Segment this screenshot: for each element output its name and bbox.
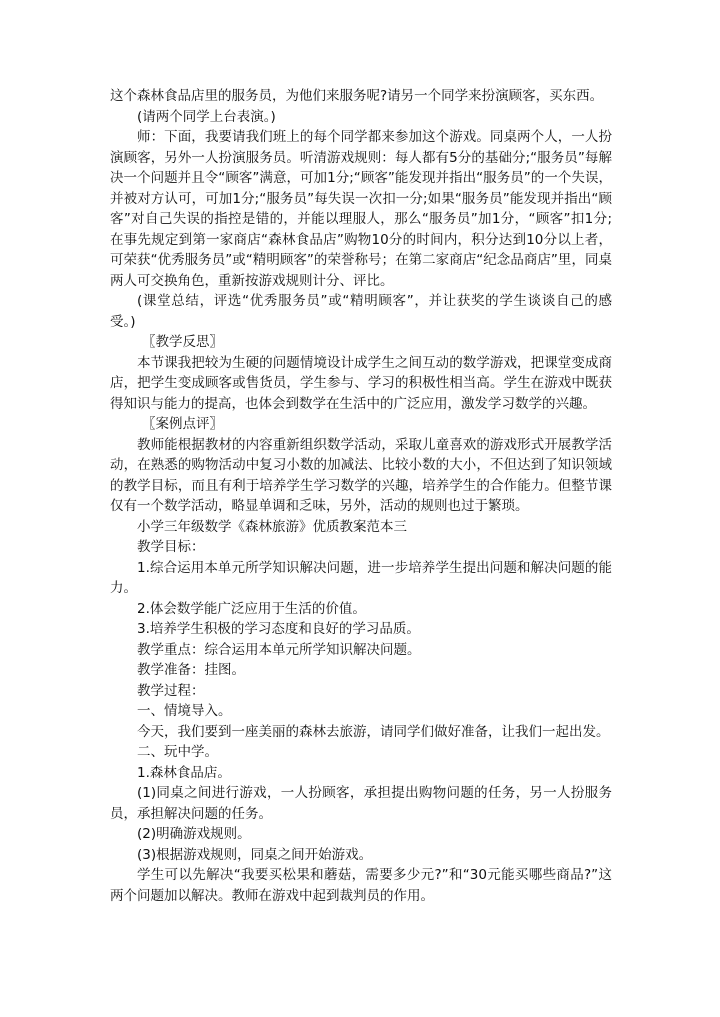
paragraph-4: (课堂总结，评选“优秀服务员”或“精明顾客”，并让获奖的学生谈谈自己的感受。) [110,293,612,330]
paragraph-17: 一、情境导入。 [137,703,232,719]
paragraph-24: 学生可以先解决“我要买松果和蘑菇，需要多少元?”和“30元能买哪些商品?”这两个问题加以解决。教师在游戏中起到裁判员的作用。 [110,867,612,904]
paragraph-21: (1)同桌之间进行游戏，一人扮顾客，承担提出购物问题的任务，另一人扮服务员，承担解决问题的任务。 [110,785,612,822]
paragraph-13: 3.培养学生积极的学习态度和良好的学习品质。 [137,621,420,637]
paragraph-2: (请两个同学上台表演。) [137,108,276,125]
section-title: 小学三年级数学《森林旅游》优质教案范本三 [137,518,407,535]
paragraph-15: 教学准备：挂图。 [137,662,245,678]
document-page [110,86,612,906]
paragraph-18: 今天，我们要到一座美丽的森林去旅游，请同学们做好准备，让我们一起出发。 [137,723,610,740]
heading-teaching-reflection: 〖教学反思〗 [142,334,223,350]
paragraph-20: 1.森林食品店。 [137,764,231,781]
paragraph-16: 教学过程： [137,682,205,699]
paragraph-19: 二、玩中学。 [137,744,218,760]
paragraph-1: 这个森林食品店里的服务员，为他们来服务呢?请另一个同学来扮演顾客，买东西。 [110,88,604,104]
paragraph-14: 教学重点：综合运用本单元所学知识解决问题。 [137,641,421,658]
paragraph-10: 教学目标： [137,539,205,555]
paragraph-22: (2)明确游戏规则。 [137,826,251,842]
paragraph-11: 1.综合运用本单元所学知识解决问题，进一步培养学生提出问题和解决问题的能力。 [110,559,612,596]
paragraph-12: 2.体会数学能广泛应用于生活的价值。 [137,600,366,617]
paragraph-23: (3)根据游戏规则，同桌之间开始游戏。 [137,846,373,863]
paragraph-6: 本节课我把较为生硬的问题情境设计成学生之间互动的数学游戏，把课堂变成商店，把学生变成顾客或售货员，学生参与、学习的积极性相当高。学生在游戏中既获得知识与能力的提高，也体会到数学在生活中的广泛应用，激发学习数学的兴趣。 [110,354,612,412]
paragraph-8: 教师能根据教材的内容重新组织数学活动，采取儿童喜欢的游戏形式开展教学活动，在熟悉的购物活动中复习小数的加减法、比较小数的大小，不但达到了知识领域的教学目标，而且有利于培养学生学习数学的兴趣，培养学生的合作能力。但整节课仅有一个数学活动，略显单调和乏味，另外，活动的规则也过于繁琐。 [110,436,612,514]
heading-case-review: 〖案例点评〗 [142,416,223,432]
paragraph-3: 师：下面，我要请我们班上的每个同学都来参加这个游戏。同桌两个人，一人扮演顾客，另外一人扮演服务员。听清游戏规则：每人都有5分的基础分;“服务员”每解决一个问题并且令“顾客”满意，可加1分;“顾客”能发现并指出“服务员”的一个失误，并被对方认可，可加1分;“服务员”每失误一次扣一分;如果“服务员”能发现并指出“顾客”对自己失误的指控是错的，并能以理服人，那么“服务员”加1分，“顾客”扣1分;在事先规定到第一家商店“森林食品店”购物10分的时间内，积分达到10分以上者，可荣获“优秀服务员”或“精明顾客”的荣誉称号；在第二家商店“纪念品商店”里，同桌两人可交换角色，重新按游戏规则计分、评比。 [110,129,612,289]
